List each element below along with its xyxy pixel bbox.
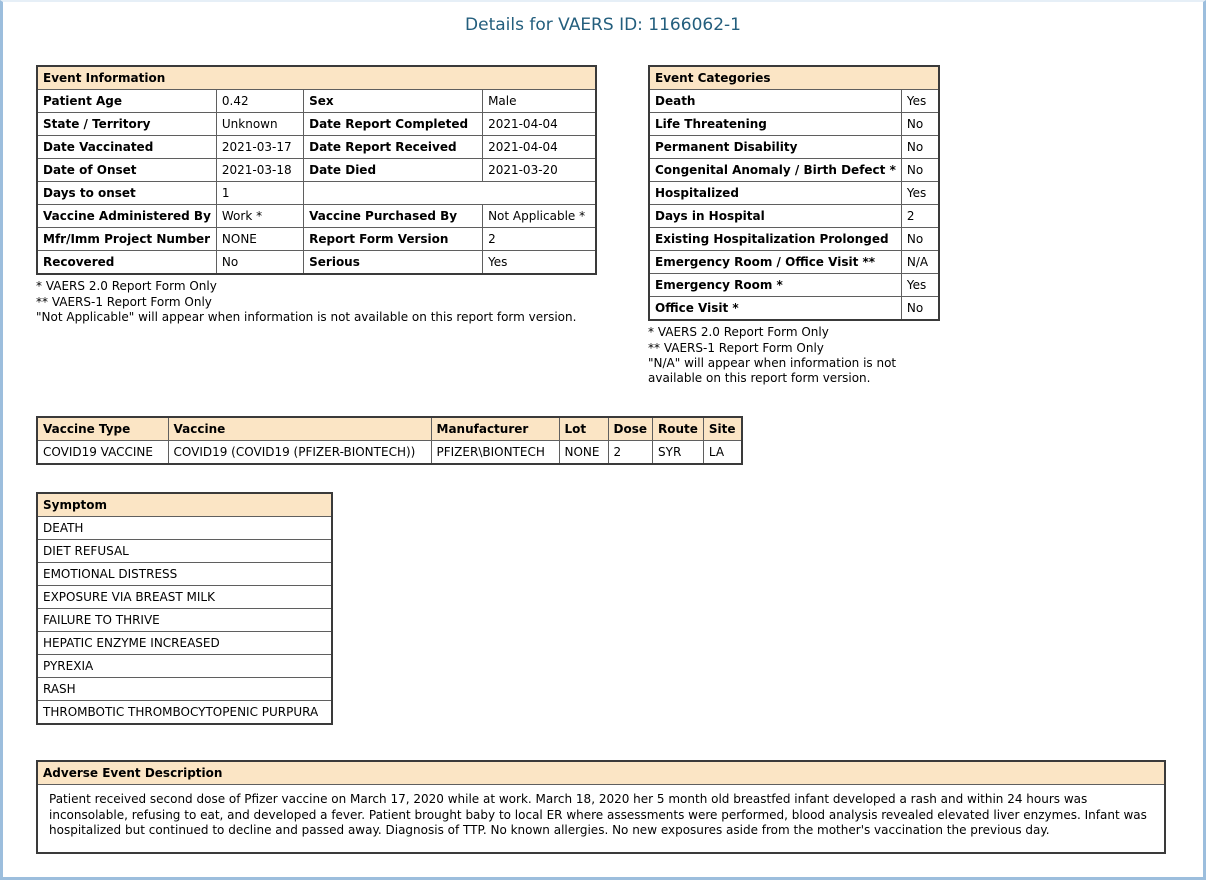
cell-value: 2	[608, 441, 653, 465]
cell-value: PFIZER\BIONTECH	[431, 441, 559, 465]
event-information-section	[36, 65, 597, 325]
table-header-row	[37, 761, 1165, 785]
symptom-cell: DIET REFUSAL	[37, 540, 332, 563]
cell-value: SYR	[653, 441, 704, 465]
cell-label: Patient Age	[37, 90, 216, 113]
cell-value: LA	[703, 441, 741, 465]
adverse-event-section	[36, 760, 1166, 854]
column-header: Route	[653, 417, 704, 441]
cell-value: No	[216, 251, 303, 275]
cell-value: Yes	[901, 274, 939, 297]
vaccine-section	[36, 416, 743, 465]
cell-value: No	[901, 136, 939, 159]
symptom-cell: DEATH	[37, 517, 332, 540]
cell-value: Male	[483, 90, 596, 113]
cell-label: Recovered	[37, 251, 216, 275]
cell-value: No	[901, 297, 939, 321]
cell-label: Death	[649, 90, 901, 113]
cell-value: No	[901, 113, 939, 136]
cell-value: N/A	[901, 251, 939, 274]
adverse-event-table	[36, 760, 1166, 854]
cell-value: Unknown	[216, 113, 303, 136]
cell-value: Yes	[901, 90, 939, 113]
cell-value: 2	[901, 205, 939, 228]
event-categories-footnotes	[648, 325, 936, 385]
table-row	[37, 632, 332, 655]
table-row	[37, 113, 596, 136]
table-header-row	[37, 493, 332, 517]
cell-value: Yes	[901, 182, 939, 205]
cell-value: Yes	[483, 251, 596, 275]
cell-value: 2021-03-18	[216, 159, 303, 182]
symptom-cell: EMOTIONAL DISTRESS	[37, 563, 332, 586]
cell-value: NONE	[559, 441, 608, 465]
column-header: Lot	[559, 417, 608, 441]
cell-label: Sex	[304, 90, 483, 113]
table-row	[37, 678, 332, 701]
table-row	[649, 274, 939, 297]
cell-empty	[304, 182, 596, 205]
column-header: Dose	[608, 417, 653, 441]
table-row	[37, 785, 1165, 853]
cell-value: Not Applicable *	[483, 205, 596, 228]
table-row	[37, 563, 332, 586]
cell-label: Life Threatening	[649, 113, 901, 136]
adverse-event-header: Adverse Event Description	[37, 761, 1165, 785]
cell-value: 2	[483, 228, 596, 251]
vaccine-table	[36, 416, 743, 465]
table-row	[649, 297, 939, 321]
event-information-header: Event Information	[37, 66, 596, 90]
cell-value: 1	[216, 182, 303, 205]
table-row	[37, 228, 596, 251]
cell-label: Mfr/Imm Project Number	[37, 228, 216, 251]
table-row	[649, 205, 939, 228]
table-row	[37, 182, 596, 205]
table-row	[37, 655, 332, 678]
cell-label: Vaccine Purchased By	[304, 205, 483, 228]
table-row	[37, 540, 332, 563]
cell-label: Days to onset	[37, 182, 216, 205]
cell-value: 2021-03-20	[483, 159, 596, 182]
table-row	[649, 182, 939, 205]
cell-value: COVID19 VACCINE	[37, 441, 168, 465]
table-row	[649, 90, 939, 113]
cell-label: Date Died	[304, 159, 483, 182]
footnote: ** VAERS-1 Report Form Only	[36, 294, 212, 309]
symptom-section	[36, 492, 333, 725]
table-row	[649, 228, 939, 251]
cell-label: Hospitalized	[649, 182, 901, 205]
footnote: "N/A" will appear when information is not available on this report form version.	[648, 356, 897, 385]
cell-label: Serious	[304, 251, 483, 275]
cell-label: Date Report Completed	[304, 113, 483, 136]
cell-label: Emergency Room / Office Visit **	[649, 251, 901, 274]
cell-value: COVID19 (COVID19 (PFIZER-BIONTECH))	[168, 441, 431, 465]
symptom-cell: FAILURE TO THRIVE	[37, 609, 332, 632]
table-row	[37, 586, 332, 609]
cell-value: No	[901, 228, 939, 251]
table-row	[37, 205, 596, 228]
event-information-footnotes	[36, 279, 597, 325]
event-information-table	[36, 65, 597, 275]
table-row	[37, 251, 596, 275]
symptom-cell: EXPOSURE VIA BREAST MILK	[37, 586, 332, 609]
cell-value: 0.42	[216, 90, 303, 113]
column-header: Vaccine Type	[37, 417, 168, 441]
event-categories-section	[648, 65, 940, 385]
table-header-row	[37, 417, 742, 441]
column-header: Vaccine	[168, 417, 431, 441]
page-title: Details for VAERS ID: 1166062-1	[465, 15, 741, 35]
table-row	[649, 251, 939, 274]
cell-value: No	[901, 159, 939, 182]
cell-label: Congenital Anomaly / Birth Defect *	[649, 159, 901, 182]
symptom-table	[36, 492, 333, 725]
cell-label: Vaccine Administered By	[37, 205, 216, 228]
event-categories-table	[648, 65, 940, 321]
table-row	[37, 701, 332, 725]
table-header-row	[649, 66, 939, 90]
table-row	[649, 136, 939, 159]
table-row	[649, 159, 939, 182]
footnote: * VAERS 2.0 Report Form Only	[36, 279, 217, 293]
symptom-header: Symptom	[37, 493, 332, 517]
cell-value: 2021-04-04	[483, 136, 596, 159]
cell-value: 2021-04-04	[483, 113, 596, 136]
table-header-row	[37, 66, 596, 90]
table-row	[649, 113, 939, 136]
adverse-event-description: Patient received second dose of Pfizer vaccine on March 17, 2020 while at work. March 18, 2020 her 5 month old breastfed infant developed a rash and within 24 hours was inconsolable, refusing to eat, and developed a fever. Patient brought baby to local ER where assessments were performed, blood analysis revealed elevated liver enzymes. Infant was hospitalized but continued to decline and passed away. Diagnosis of TTP. No known allergies. No new exposures aside from the mother's vaccination the previous day.	[37, 785, 1165, 853]
cell-value: NONE	[216, 228, 303, 251]
symptom-cell: HEPATIC ENZYME INCREASED	[37, 632, 332, 655]
table-row	[37, 136, 596, 159]
table-row	[37, 441, 742, 465]
cell-label: Existing Hospitalization Prolonged	[649, 228, 901, 251]
cell-label: State / Territory	[37, 113, 216, 136]
cell-label: Emergency Room *	[649, 274, 901, 297]
footnote: "Not Applicable" will appear when information is not available on this report form version.	[36, 310, 577, 324]
cell-label: Days in Hospital	[649, 205, 901, 228]
table-row	[37, 90, 596, 113]
table-row	[37, 159, 596, 182]
symptom-cell: THROMBOTIC THROMBOCYTOPENIC PURPURA	[37, 701, 332, 725]
table-row	[37, 609, 332, 632]
cell-label: Date Report Received	[304, 136, 483, 159]
footnote: * VAERS 2.0 Report Form Only	[648, 325, 829, 339]
cell-label: Report Form Version	[304, 228, 483, 251]
cell-label: Date of Onset	[37, 159, 216, 182]
table-row	[37, 517, 332, 540]
cell-label: Date Vaccinated	[37, 136, 216, 159]
column-header: Site	[703, 417, 741, 441]
cell-value: 2021-03-17	[216, 136, 303, 159]
symptom-cell: PYREXIA	[37, 655, 332, 678]
cell-value: Work *	[216, 205, 303, 228]
footnote: ** VAERS-1 Report Form Only	[648, 340, 824, 355]
cell-label: Office Visit *	[649, 297, 901, 321]
cell-label: Permanent Disability	[649, 136, 901, 159]
event-categories-header: Event Categories	[649, 66, 939, 90]
symptom-cell: RASH	[37, 678, 332, 701]
column-header: Manufacturer	[431, 417, 559, 441]
